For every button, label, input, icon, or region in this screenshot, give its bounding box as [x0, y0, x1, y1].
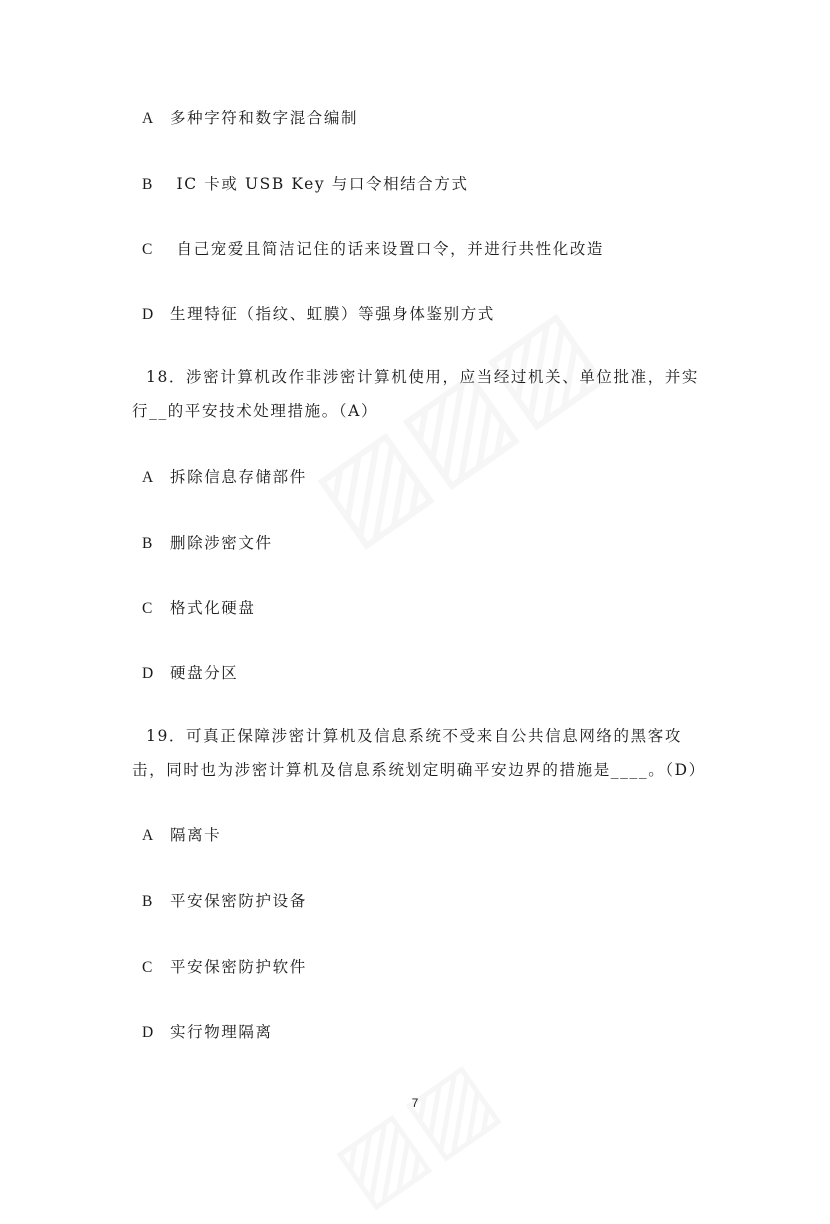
option-text: IC 卡或 USB Key 与口令相结合方式 — [170, 175, 469, 193]
option-row — [142, 596, 256, 618]
option-row — [142, 237, 604, 259]
option-letter: D — [142, 665, 155, 682]
option-row — [142, 465, 307, 487]
option-text: 拆除信息存储部件 — [170, 468, 307, 486]
option-row — [142, 172, 469, 194]
watermark — [315, 1041, 515, 1224]
option-row — [142, 889, 307, 911]
option-text: 格式化硬盘 — [170, 599, 256, 617]
option-text: 平安保密防护设备 — [170, 892, 307, 910]
option-text: 自己宠爱且简洁记住的话来设置口令，并进行共性化改造 — [170, 240, 605, 258]
option-row — [142, 531, 273, 553]
option-letter: C — [142, 959, 154, 976]
option-letter: B — [142, 893, 154, 910]
option-row — [142, 661, 238, 683]
option-letter: D — [142, 1024, 155, 1041]
question-18: 18．涉密计算机改作非涉密计算机使用，应当经过机关、单位批准，并实行__的平安技术处理措施。（A） — [132, 368, 700, 420]
option-row — [142, 302, 495, 324]
option-text: 生理特征（指纹、虹膜）等强身体鉴别方式 — [170, 305, 495, 323]
option-letter: A — [142, 827, 155, 844]
option-text: 多种字符和数字混合编制 — [170, 109, 359, 127]
option-letter: C — [142, 600, 154, 617]
option-letter: B — [142, 535, 154, 552]
option-letter: A — [142, 469, 155, 486]
option-letter: C — [142, 241, 154, 258]
question-19: 19．可真正保障涉密计算机及信息系统不受来自公共信息网络的黑客攻击，同时也为涉密计算机及信息系统划定明确平安边界的措施是____。（D） — [132, 727, 706, 779]
option-row — [142, 823, 221, 845]
option-text: 删除涉密文件 — [170, 534, 273, 552]
option-letter: B — [142, 176, 154, 193]
option-row — [142, 1020, 273, 1042]
page-number: 7 — [411, 1096, 419, 1110]
option-row — [142, 955, 307, 977]
option-text: 实行物理隔离 — [170, 1023, 273, 1041]
option-letter: A — [142, 110, 155, 127]
option-text: 硬盘分区 — [170, 664, 239, 682]
option-text: 平安保密防护软件 — [170, 958, 307, 976]
option-row — [142, 106, 358, 128]
option-letter: D — [142, 306, 155, 323]
option-text: 隔离卡 — [170, 826, 222, 844]
